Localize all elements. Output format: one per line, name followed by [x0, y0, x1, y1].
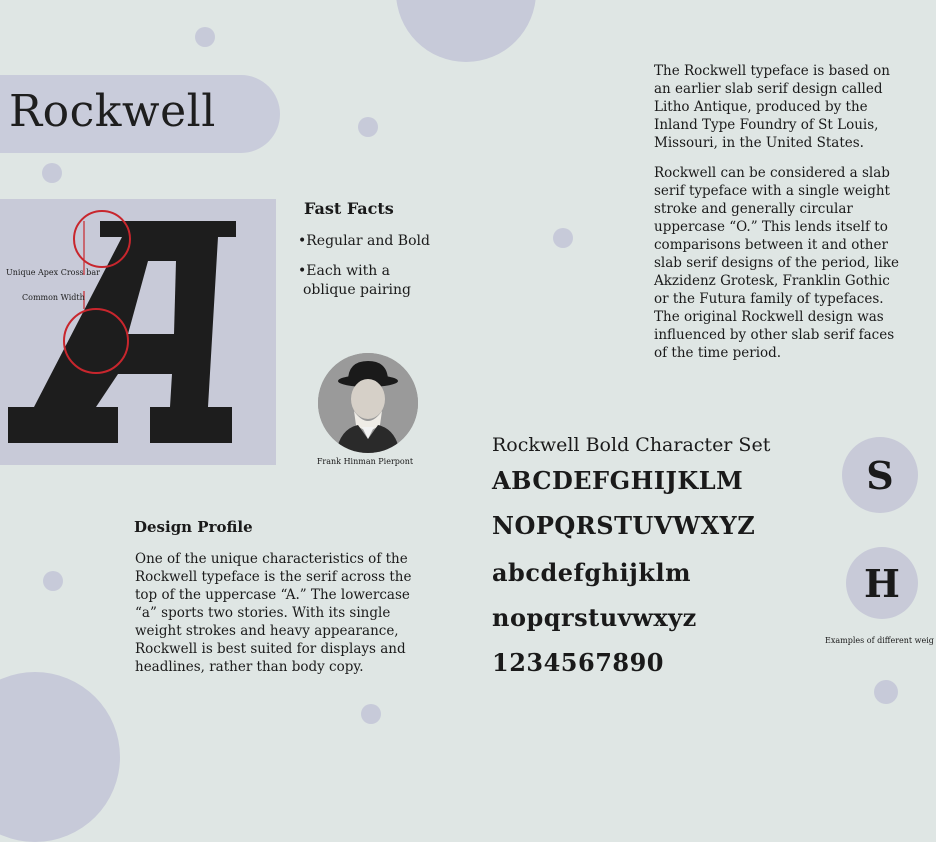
decor-dot [553, 228, 573, 248]
decor-dot [874, 680, 898, 704]
decor-dot [42, 163, 62, 183]
decor-circle-bottom [0, 672, 120, 842]
portrait-caption: Frank Hinman Pierpont [316, 457, 414, 466]
charset-line: NOPQRSTUVWXYZ [492, 511, 756, 540]
charset-line: 1234567890 [492, 648, 664, 677]
fast-fact-item: •Each with a [298, 263, 391, 279]
weight-example-s: S [842, 437, 918, 513]
weight-example-h: H [846, 547, 918, 619]
decor-dot [358, 117, 378, 137]
charset-line: abcdefghijklm [492, 558, 691, 587]
page-title: Rockwell [9, 86, 216, 137]
fast-facts-heading: Fast Facts [304, 199, 394, 218]
callout-width-label: Common Width [22, 293, 85, 302]
portrait-photo [318, 353, 418, 453]
design-profile-heading: Design Profile [134, 518, 253, 536]
letter-a-shape [8, 221, 236, 443]
intro-paragraph-1: The Rockwell typeface is based on an earlier slab serif design called Litho Antique, produced by the Inland Type Foundry of St Louis, Missouri, in the United States. [654, 63, 890, 151]
decor-dot [361, 704, 381, 724]
intro-paragraph-2: Rockwell can be considered a slab serif typeface with a single weight stroke and generally circular uppercase “O.” This lends itself to comparisons between it and other slab serif designs of the period, like Akzidenz Grotesk, Franklin Gothic or the Futura family of typefaces. The original Rockwell design was influenced by other slab serif faces of the time period. [654, 165, 900, 361]
weights-caption: Examples of different weig [825, 636, 934, 645]
design-profile-text: One of the unique characteristics of the Rockwell typeface is the serif across the top of the uppercase “A.” The lowercase “a” sports two stories. With its single weight strokes and heavy appearance, Rockwell is best suited for displays and headlines, rather than body copy. [135, 551, 412, 675]
charset-line: nopqrstuvwxyz [492, 603, 697, 632]
fast-fact-item: oblique pairing [303, 282, 411, 298]
letter-a-illustration [0, 199, 276, 465]
fast-fact-item: •Regular and Bold [298, 233, 430, 249]
letter-a-diagram [0, 199, 276, 465]
charset-line: ABCDEFGHIJKLM [492, 466, 744, 495]
decor-circle-top [396, 0, 536, 62]
decor-dot [195, 27, 215, 47]
callout-apex-label: Unique Apex Cross bar [6, 268, 100, 277]
decor-dot [43, 571, 63, 591]
charset-heading: Rockwell Bold Character Set [492, 434, 771, 456]
